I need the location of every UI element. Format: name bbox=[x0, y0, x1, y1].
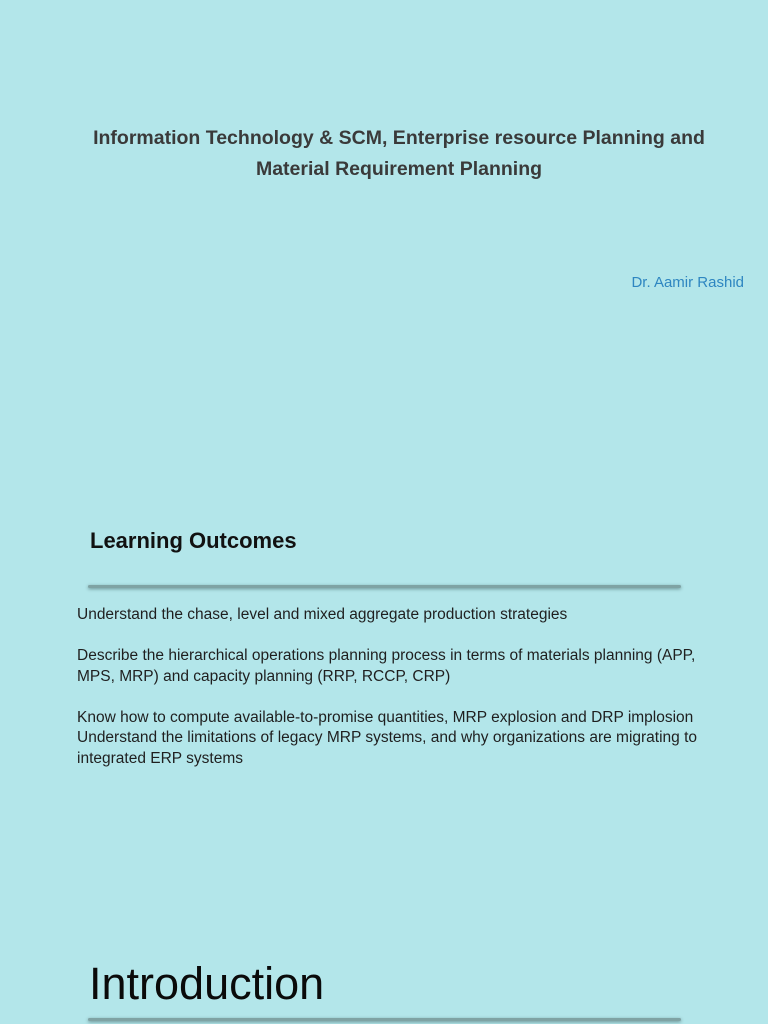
slide-title bbox=[40, 123, 758, 185]
author-name: Dr. Aamir Rashid bbox=[631, 274, 744, 291]
learning-outcomes-heading: Learning Outcomes bbox=[90, 528, 297, 553]
outcome-item: Understand the limitations of legacy MRP systems, and why organizations are migrating to integrated ERP systems bbox=[77, 729, 698, 767]
learning-outcomes-list bbox=[77, 605, 727, 769]
outcome-item: Describe the hierarchical operations planning process in terms of materials planning (APP, MPS, MRP) and capacity planning (RRP, RCCP, CRP) bbox=[77, 647, 696, 685]
slide-title-line-2: Material Requirement Planning bbox=[255, 158, 543, 180]
section-divider bbox=[88, 585, 681, 588]
outcome-item: Know how to compute available-to-promise quantities, MRP explosion and DRP implosion bbox=[77, 708, 694, 726]
outcome-item: Understand the chase, level and mixed aggregate production strategies bbox=[77, 606, 568, 623]
slide-title-line-1: Information Technology & SCM, Enterprise resource Planning and bbox=[93, 127, 705, 149]
introduction-heading: Introduction bbox=[89, 958, 325, 1009]
section-divider bbox=[88, 1018, 681, 1021]
